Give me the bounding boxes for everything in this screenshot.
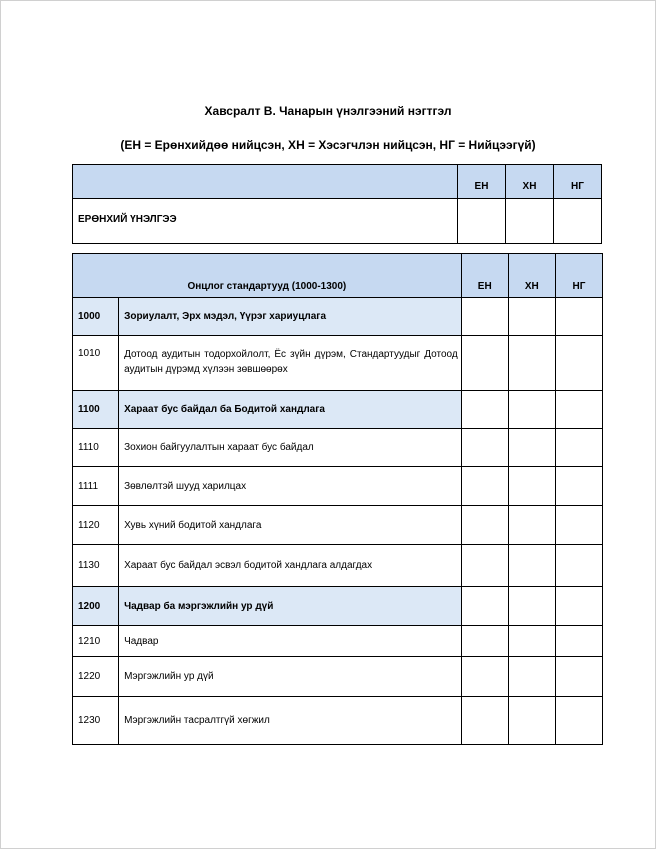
page-title: Хавсралт В. Чанарын үнэлгээний нэгтгэл [204, 104, 452, 118]
rating-cell-xn[interactable] [508, 391, 555, 429]
rating-cell-en[interactable] [461, 429, 508, 467]
rating-cell-xn[interactable] [508, 697, 555, 745]
table-row-1110 [73, 429, 603, 467]
rating-cell-en[interactable] [461, 391, 508, 429]
standard-description: Чадвар ба мэргэжлийн ур дүй [119, 587, 462, 626]
rating-cell-ng[interactable] [555, 336, 602, 391]
summary-col-xn: ХН [506, 165, 554, 199]
summary-row [73, 199, 602, 244]
standard-description: Дотоод аудитын тодорхойлолт, Ёс зүйн дүрэм, Стандартуудыг Дотоод аудитын дүрэмд хүлээн зөвшөөрөх [119, 336, 462, 391]
table-row-1111 [73, 467, 603, 506]
rating-cell-en[interactable] [458, 199, 506, 244]
standard-code: 1120 [73, 506, 119, 545]
standard-description: Зөвлөлтэй шууд харилцах [119, 467, 462, 506]
standards-header-row [73, 254, 603, 298]
standard-code: 1111 [73, 467, 119, 506]
standard-code: 1210 [73, 626, 119, 657]
rating-cell-en[interactable] [461, 298, 508, 336]
table-row-1230 [73, 697, 603, 745]
standards-col-xn: ХН [508, 254, 555, 298]
section-row-1200 [73, 587, 603, 626]
standard-code: 1220 [73, 657, 119, 697]
rating-cell-xn[interactable] [508, 467, 555, 506]
standards-col-en: ЕН [461, 254, 508, 298]
standard-code: 1000 [73, 298, 119, 336]
rating-cell-xn[interactable] [508, 545, 555, 587]
legend-text: (ЕН = Ерөнхийдөө нийцсэн, ХН = Хэсэгчлэн нийцсэн, НГ = Нийцээгүй) [120, 138, 536, 152]
rating-cell-ng[interactable] [555, 467, 602, 506]
summary-table [72, 164, 602, 244]
rating-cell-xn[interactable] [508, 626, 555, 657]
section-row-1100 [73, 391, 603, 429]
rating-cell-en[interactable] [461, 626, 508, 657]
standards-header-title: Онцлог стандартууд (1000-1300) [73, 254, 462, 298]
table-row-1010 [73, 336, 603, 391]
rating-cell-ng[interactable] [555, 506, 602, 545]
rating-cell-xn[interactable] [508, 657, 555, 697]
summary-col-en: ЕН [458, 165, 506, 199]
standard-code: 1100 [73, 391, 119, 429]
standard-description: Чадвар [119, 626, 462, 657]
summary-header-row [73, 165, 602, 199]
rating-cell-ng[interactable] [555, 626, 602, 657]
rating-cell-ng[interactable] [555, 697, 602, 745]
rating-cell-xn[interactable] [508, 506, 555, 545]
summary-header-blank [73, 165, 458, 199]
rating-cell-en[interactable] [461, 587, 508, 626]
rating-cell-xn[interactable] [506, 199, 554, 244]
standard-description: Хувь хүний бодитой хандлага [119, 506, 462, 545]
standard-code: 1010 [73, 336, 119, 391]
table-row-1220 [73, 657, 603, 697]
rating-cell-ng[interactable] [555, 391, 602, 429]
rating-cell-en[interactable] [461, 545, 508, 587]
standard-description: Мэргэжлийн ур дүй [119, 657, 462, 697]
rating-cell-ng[interactable] [555, 429, 602, 467]
rating-cell-ng[interactable] [554, 199, 602, 244]
rating-cell-xn[interactable] [508, 587, 555, 626]
table-row-1210 [73, 626, 603, 657]
table-row-1120 [73, 506, 603, 545]
rating-cell-en[interactable] [461, 467, 508, 506]
rating-cell-en[interactable] [461, 336, 508, 391]
rating-cell-ng[interactable] [555, 298, 602, 336]
summary-col-ng: НГ [554, 165, 602, 199]
rating-cell-xn[interactable] [508, 429, 555, 467]
rating-cell-ng[interactable] [555, 587, 602, 626]
standard-description: Зохион байгуулалтын хараат бус байдал [119, 429, 462, 467]
section-row-1000 [73, 298, 603, 336]
rating-cell-en[interactable] [461, 506, 508, 545]
standard-description: Зориулалт, Эрх мэдэл, Үүрэг хариуцлага [119, 298, 462, 336]
standard-code: 1230 [73, 697, 119, 745]
standard-code: 1110 [73, 429, 119, 467]
rating-cell-en[interactable] [461, 697, 508, 745]
standard-description: Мэргэжлийн тасралтгүй хөгжил [119, 697, 462, 745]
standard-code: 1200 [73, 587, 119, 626]
rating-cell-xn[interactable] [508, 336, 555, 391]
overall-assessment-label: ЕРӨНХИЙ ҮНЭЛГЭЭ [73, 199, 458, 244]
rating-cell-en[interactable] [461, 657, 508, 697]
rating-cell-ng[interactable] [555, 657, 602, 697]
standards-col-ng: НГ [555, 254, 602, 298]
standard-code: 1130 [73, 545, 119, 587]
rating-cell-ng[interactable] [555, 545, 602, 587]
standard-description: Хараат бус байдал эсвэл бодитой хандлага алдагдах [119, 545, 462, 587]
standards-table [72, 253, 603, 745]
table-row-1130 [73, 545, 603, 587]
standard-description: Хараат бус байдал ба Бодитой хандлага [119, 391, 462, 429]
rating-cell-xn[interactable] [508, 298, 555, 336]
